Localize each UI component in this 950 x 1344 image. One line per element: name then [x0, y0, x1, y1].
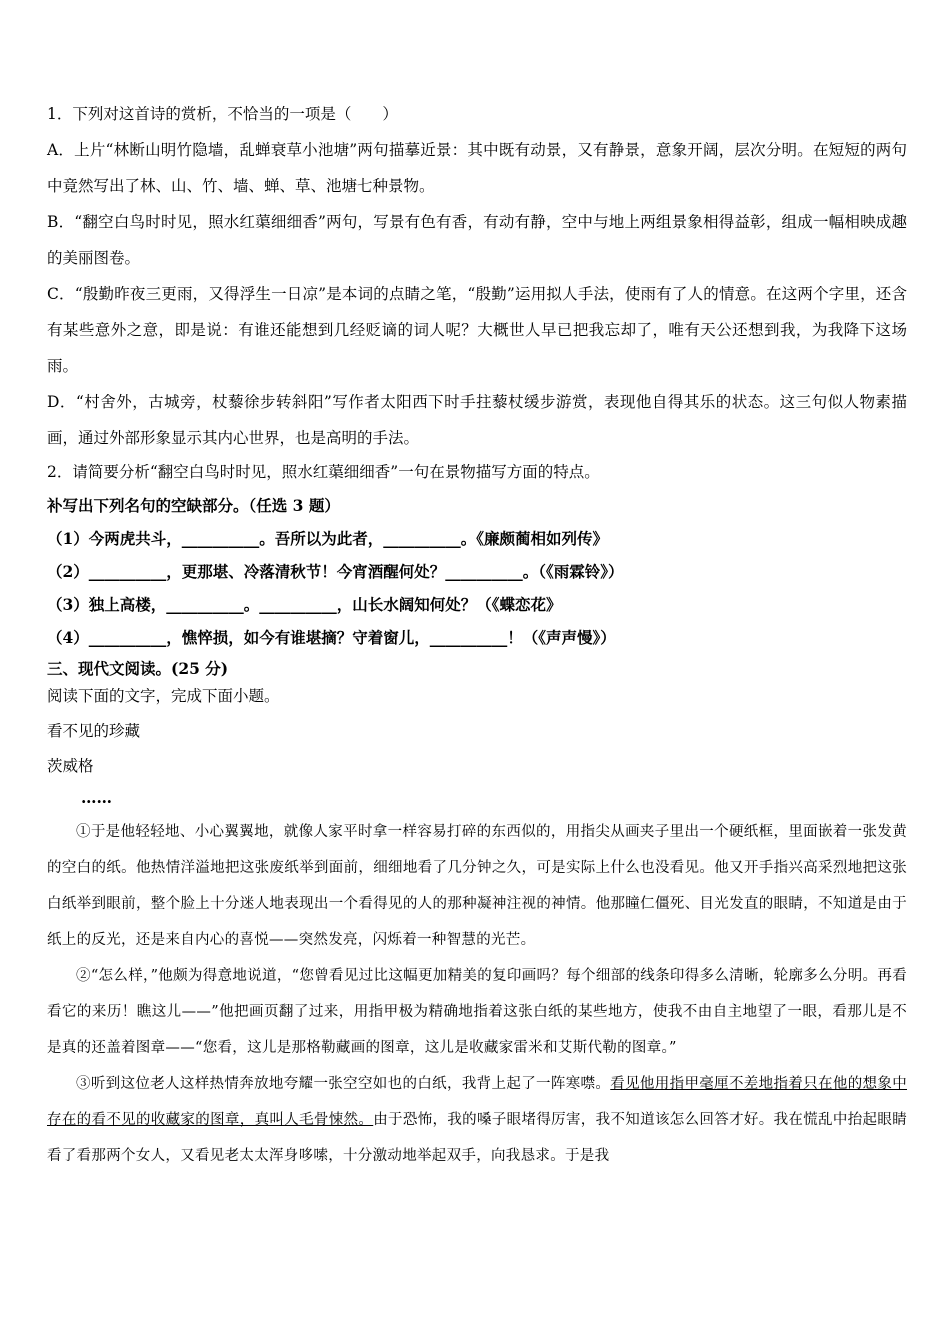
option-d: D．“村舍外，古城旁，杖藜徐步转斜阳”写作者太阳西下时手拄藜杖缓步游赏，表现他自得其乐的状态。这三句似人物素描画，通过外部形象显示其内心世界，也是高明的手法。: [47, 393, 907, 447]
paragraph-3-lead: ③听到这位老人这样热情奔放地夸耀一张空空如也的白纸，我背上起了一阵寒噤。: [76, 1076, 611, 1092]
question-1-stem: 1．下列对这首诗的赏析，不恰当的一项是（ ）: [47, 105, 398, 123]
section-3-heading: 三、现代文阅读。(25 分): [47, 659, 229, 678]
fill-in-title: 补写出下列名句的空缺部分。（任选 3 题）: [47, 496, 340, 515]
article-author: 茨威格: [47, 757, 94, 775]
underlined-sentence: 看见他用指甲毫厘不差地指着只在他的想象中存在的看不见的收藏家的图章，真叫人毛骨悚然。: [47, 1076, 908, 1128]
paragraph-3-tail: 由于恐怖，我的嗓子眼堵得厉害，我不知道该怎么回答才好。我在慌乱中抬起眼睛看了看那两个女人，又看见老太太浑身哆嗦，十分激动地举起双手，向我恳求。于是我: [47, 1112, 907, 1164]
option-a: A．上片“林断山明竹隐墙，乱蝉衰草小池塘”两句描摹近景：其中既有动景，又有静景，意象开阔，层次分明。在短短的两句中竟然写出了林、山、竹、墙、蝉、草、池塘七种景物。: [47, 141, 907, 195]
fill-in-item-4: （4）__________，憔悴损，如今有谁堪摘？守着窗儿，__________！（《声声慢》）: [47, 628, 616, 647]
article-title: 看不见的珍藏: [47, 722, 141, 740]
fill-in-item-1: （1）今两虎共斗，__________。吾所以为此者，__________。《廉颇蔺相如列传》: [47, 529, 609, 548]
reading-instruction: 阅读下面的文字，完成下面小题。: [47, 687, 280, 705]
fill-in-item-3: （3）独上高楼，__________。__________，山长水阔知何处？（《蝶恋花》: [47, 595, 562, 614]
paragraph-3: [47, 1066, 907, 1174]
exam-page: [47, 96, 907, 1174]
option-c: C．“殷勤昨夜三更雨，又得浮生一日凉”是本词的点睛之笔，“殷勤”运用拟人手法，使雨有了人的情意。在这两个字里，还含有某些意外之意，即是说：有谁还能想到几经贬谪的词人呢？大概世人早已把我忘却了，唯有天公还想到我，为我降下这场雨。: [47, 285, 907, 375]
ellipsis: ……: [81, 788, 112, 807]
question-2: 2．请简要分析“翻空白鸟时时见，照水红蕖细细香”一句在景物描写方面的特点。: [47, 463, 600, 481]
paragraph-1: ①于是他轻轻地、小心翼翼地，就像人家平时拿一样容易打碎的东西似的，用指尖从画夹子里出一个硬纸框，里面嵌着一张发黄的空白的纸。他热情洋溢地把这张废纸举到面前，细细地看了几分钟之久，可是实际上什么也没看见。他又开手指兴高采烈地把这张白纸举到眼前，整个脸上十分迷人地表现出一个看得见的人的那种凝神注视的神情。他那瞳仁僵死、目光发直的眼睛，不知道是由于纸上的反光，还是来自内心的喜悦——突然发亮，闪烁着一种智慧的光芒。: [47, 824, 907, 948]
paragraph-2: ②“怎么样，”他颇为得意地说道，“您曾看见过比这幅更加精美的复印画吗？每个细部的线条印得多么清晰，轮廓多么分明。再看看它的来历！瞧这儿——”他把画页翻了过来，用指甲极为精确地指着这张白纸的某些地方，使我不由自主地望了一眼，看那儿是不是真的还盖着图章——“您看，这儿是那格勒藏画的图章，这儿是收藏家雷米和艾斯代勒的图章。”: [47, 968, 907, 1056]
option-b: B．“翻空白鸟时时见，照水红蕖细细香”两句，写景有色有香，有动有静，空中与地上两组景象相得益彰，组成一幅相映成趣的美丽图卷。: [47, 213, 907, 267]
fill-in-item-2: （2）__________，更那堪、冷落清秋节！今宵酒醒何处？__________。（《雨霖铃》）: [47, 562, 624, 581]
